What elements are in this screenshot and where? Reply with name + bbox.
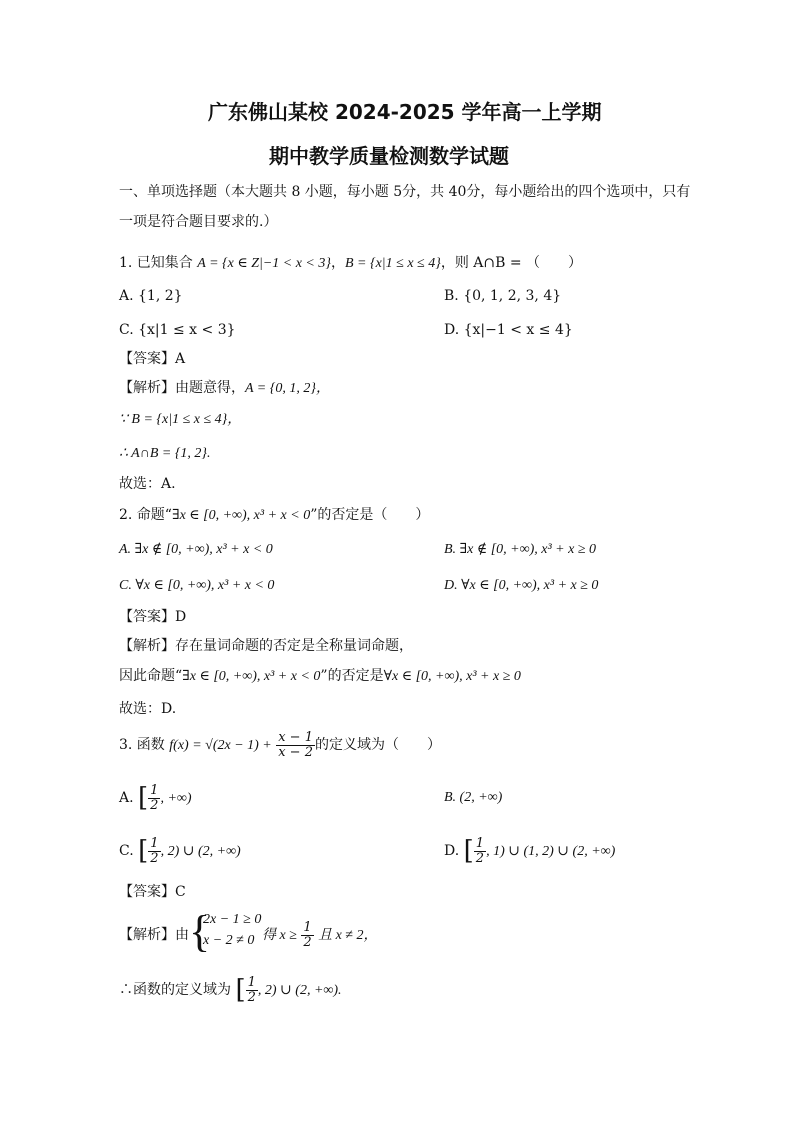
q3-option-a-fraction (148, 784, 160, 813)
q1-analysis-line2: ∵ B = {x|1 ≤ x ≤ 4}， (119, 412, 242, 427)
q2-stem-math: ∃x ∈ [0, +∞), x³ + x < 0 (171, 508, 311, 523)
q3-analysis-den: 2 (303, 934, 312, 950)
left-brace-icon: { (189, 907, 211, 956)
left-bracket-icon: [ (138, 836, 149, 866)
q3-fraction (276, 731, 315, 760)
q3-fraction-denominator: x − 2 (278, 744, 313, 760)
q1-suffix: ，则 A∩B = （ ） (440, 255, 583, 271)
q3-stem-pre: 3. 函数 (119, 737, 165, 753)
q3-option-a-rest: , +∞) (160, 791, 192, 806)
q3-analysis-result (262, 918, 378, 953)
q2-stem-pre: 2. 命题“ (119, 507, 172, 523)
q3-option-c-den: 2 (150, 850, 159, 866)
q2-option-d: D. ∀x ∈ [0, +∞), x³ + x ≥ 0 (444, 578, 599, 593)
q2-choose: 故选：D. (119, 701, 177, 717)
q3-option-d (444, 833, 615, 870)
q1-stem (119, 254, 582, 273)
q2-analysis-mid: ”的否定是 (320, 668, 384, 684)
q3-analysis-get: 得 x ≥ (262, 928, 297, 943)
q3-option-b: B. (2, +∞) (444, 790, 503, 805)
q3-answer: 【答案】C (119, 884, 186, 900)
q3-analysis-fraction (301, 921, 313, 950)
q3-option-c (119, 833, 241, 870)
q2-answer: 【答案】D (119, 609, 187, 625)
q2-analysis-pre: 因此命题“ (119, 668, 183, 684)
q3-analysis-head (119, 926, 189, 944)
q3-option-c-num: 1 (150, 835, 159, 851)
q1-analysis-text: 由题意得， (175, 380, 245, 396)
q3-option-a-num: 1 (150, 782, 159, 798)
q3-option-c-label: C. (119, 843, 134, 859)
q1-option-d: D. {x|−1 < x ≤ 4} (444, 322, 573, 338)
q1-analysis-label: 【解析】 (119, 380, 175, 396)
q1-sep: ， (330, 255, 345, 271)
q3-option-d-num: 1 (475, 835, 485, 851)
q3-stem (119, 728, 441, 763)
q3-stem-post: 的定义域为（ ） (314, 737, 441, 753)
q1-option-c: C. {x|1 ≤ x < 3} (119, 322, 236, 338)
q3-analysis-tail: 且 x ≠ 2， (318, 928, 378, 943)
q3-fraction-numerator: x − 1 (278, 729, 313, 745)
q1-option-b: B. {0, 1, 2, 3, 4} (444, 288, 562, 304)
q3-conclusion-den: 2 (247, 989, 256, 1005)
q3-option-a-label: A. (119, 790, 134, 806)
q1-prefix: 1. 已知集合 (119, 255, 193, 271)
q2-analysis-line1 (119, 637, 413, 655)
q2-analysis-line2 (119, 667, 521, 686)
q3-function-lhs: f(x) = √(2x − 1) + (169, 738, 272, 753)
q3-option-a (119, 780, 192, 817)
q3-option-d-rest: , 1) ∪ (1, 2) ∪ (2, +∞) (486, 844, 616, 859)
q1-set-a: A = {x ∈ Z|−1 < x < 3} (197, 256, 331, 271)
q3-conclusion-fraction (246, 976, 258, 1005)
q1-option-a: A. {1, 2} (119, 288, 183, 304)
q1-analysis-line1 (119, 379, 330, 398)
q3-option-c-rest: , 2) ∪ (2, +∞) (160, 844, 241, 859)
q2-stem (119, 506, 429, 525)
doc-title-line2: 期中教学质量检测数学试题 (269, 144, 509, 168)
q3-conclusion-num: 1 (247, 974, 256, 990)
q1-analysis-math: A = {0, 1, 2}， (245, 381, 330, 396)
q3-system-row1: 2x − 1 ≥ 0 (203, 912, 262, 927)
q3-option-d-den: 2 (475, 850, 485, 866)
q3-analysis-num: 1 (303, 919, 312, 935)
q3-option-c-fraction (148, 837, 160, 866)
q2-option-a: A. ∃x ∉ [0, +∞), x³ + x < 0 (119, 542, 273, 557)
q3-conclusion-rest: , 2) ∪ (2, +∞). (257, 983, 342, 998)
q1-choose: 故选：A. (119, 476, 176, 492)
doc-title-line1: 广东佛山某校 2024-2025 学年高一上学期 (208, 100, 602, 124)
left-bracket-icon: [ (138, 783, 149, 813)
q1-answer: 【答案】A (119, 351, 186, 367)
section-instruction-line2: 一项是符合题目要求的.） (119, 214, 278, 230)
q3-option-d-fraction (474, 837, 486, 866)
q2-analysis-label: 【解析】 (119, 638, 175, 654)
left-bracket-icon: [ (463, 836, 474, 866)
q3-analysis-label: 【解析】 (119, 927, 175, 943)
q2-option-c: C. ∀x ∈ [0, +∞), x³ + x < 0 (119, 578, 275, 593)
left-bracket-icon: [ (235, 975, 246, 1005)
q2-option-b: B. ∃x ∉ [0, +∞), x³ + x ≥ 0 (444, 542, 597, 557)
q3-option-d-label: D. (444, 843, 460, 859)
q1-set-b: B = {x|1 ≤ x ≤ 4} (344, 256, 441, 271)
q3-analysis-by: 由 (175, 927, 189, 943)
q3-option-a-den: 2 (150, 797, 159, 813)
q2-analysis-math2: ∀x ∈ [0, +∞), x³ + x ≥ 0 (383, 669, 521, 684)
q1-analysis-line3: ∴ A∩B = {1, 2}. (119, 446, 211, 461)
q3-system-row2: x − 2 ≠ 0 (203, 933, 255, 948)
section-instruction-line1: 一、单项选择题（本大题共 8 小题，每小题 5分，共 40分，每小题给出的四个选项中，只有 (119, 184, 691, 200)
q3-inequality-system (189, 907, 269, 956)
q2-analysis-text: 存在量词命题的否定是全称量词命题， (175, 638, 413, 654)
q3-conclusion-pre: ∴函数的定义域为 (119, 982, 231, 998)
q2-analysis-math1: ∃x ∈ [0, +∞), x³ + x < 0 (182, 669, 321, 684)
q2-stem-post: ”的否定是（ ） (310, 507, 430, 523)
q3-analysis-conclusion (119, 972, 342, 1009)
